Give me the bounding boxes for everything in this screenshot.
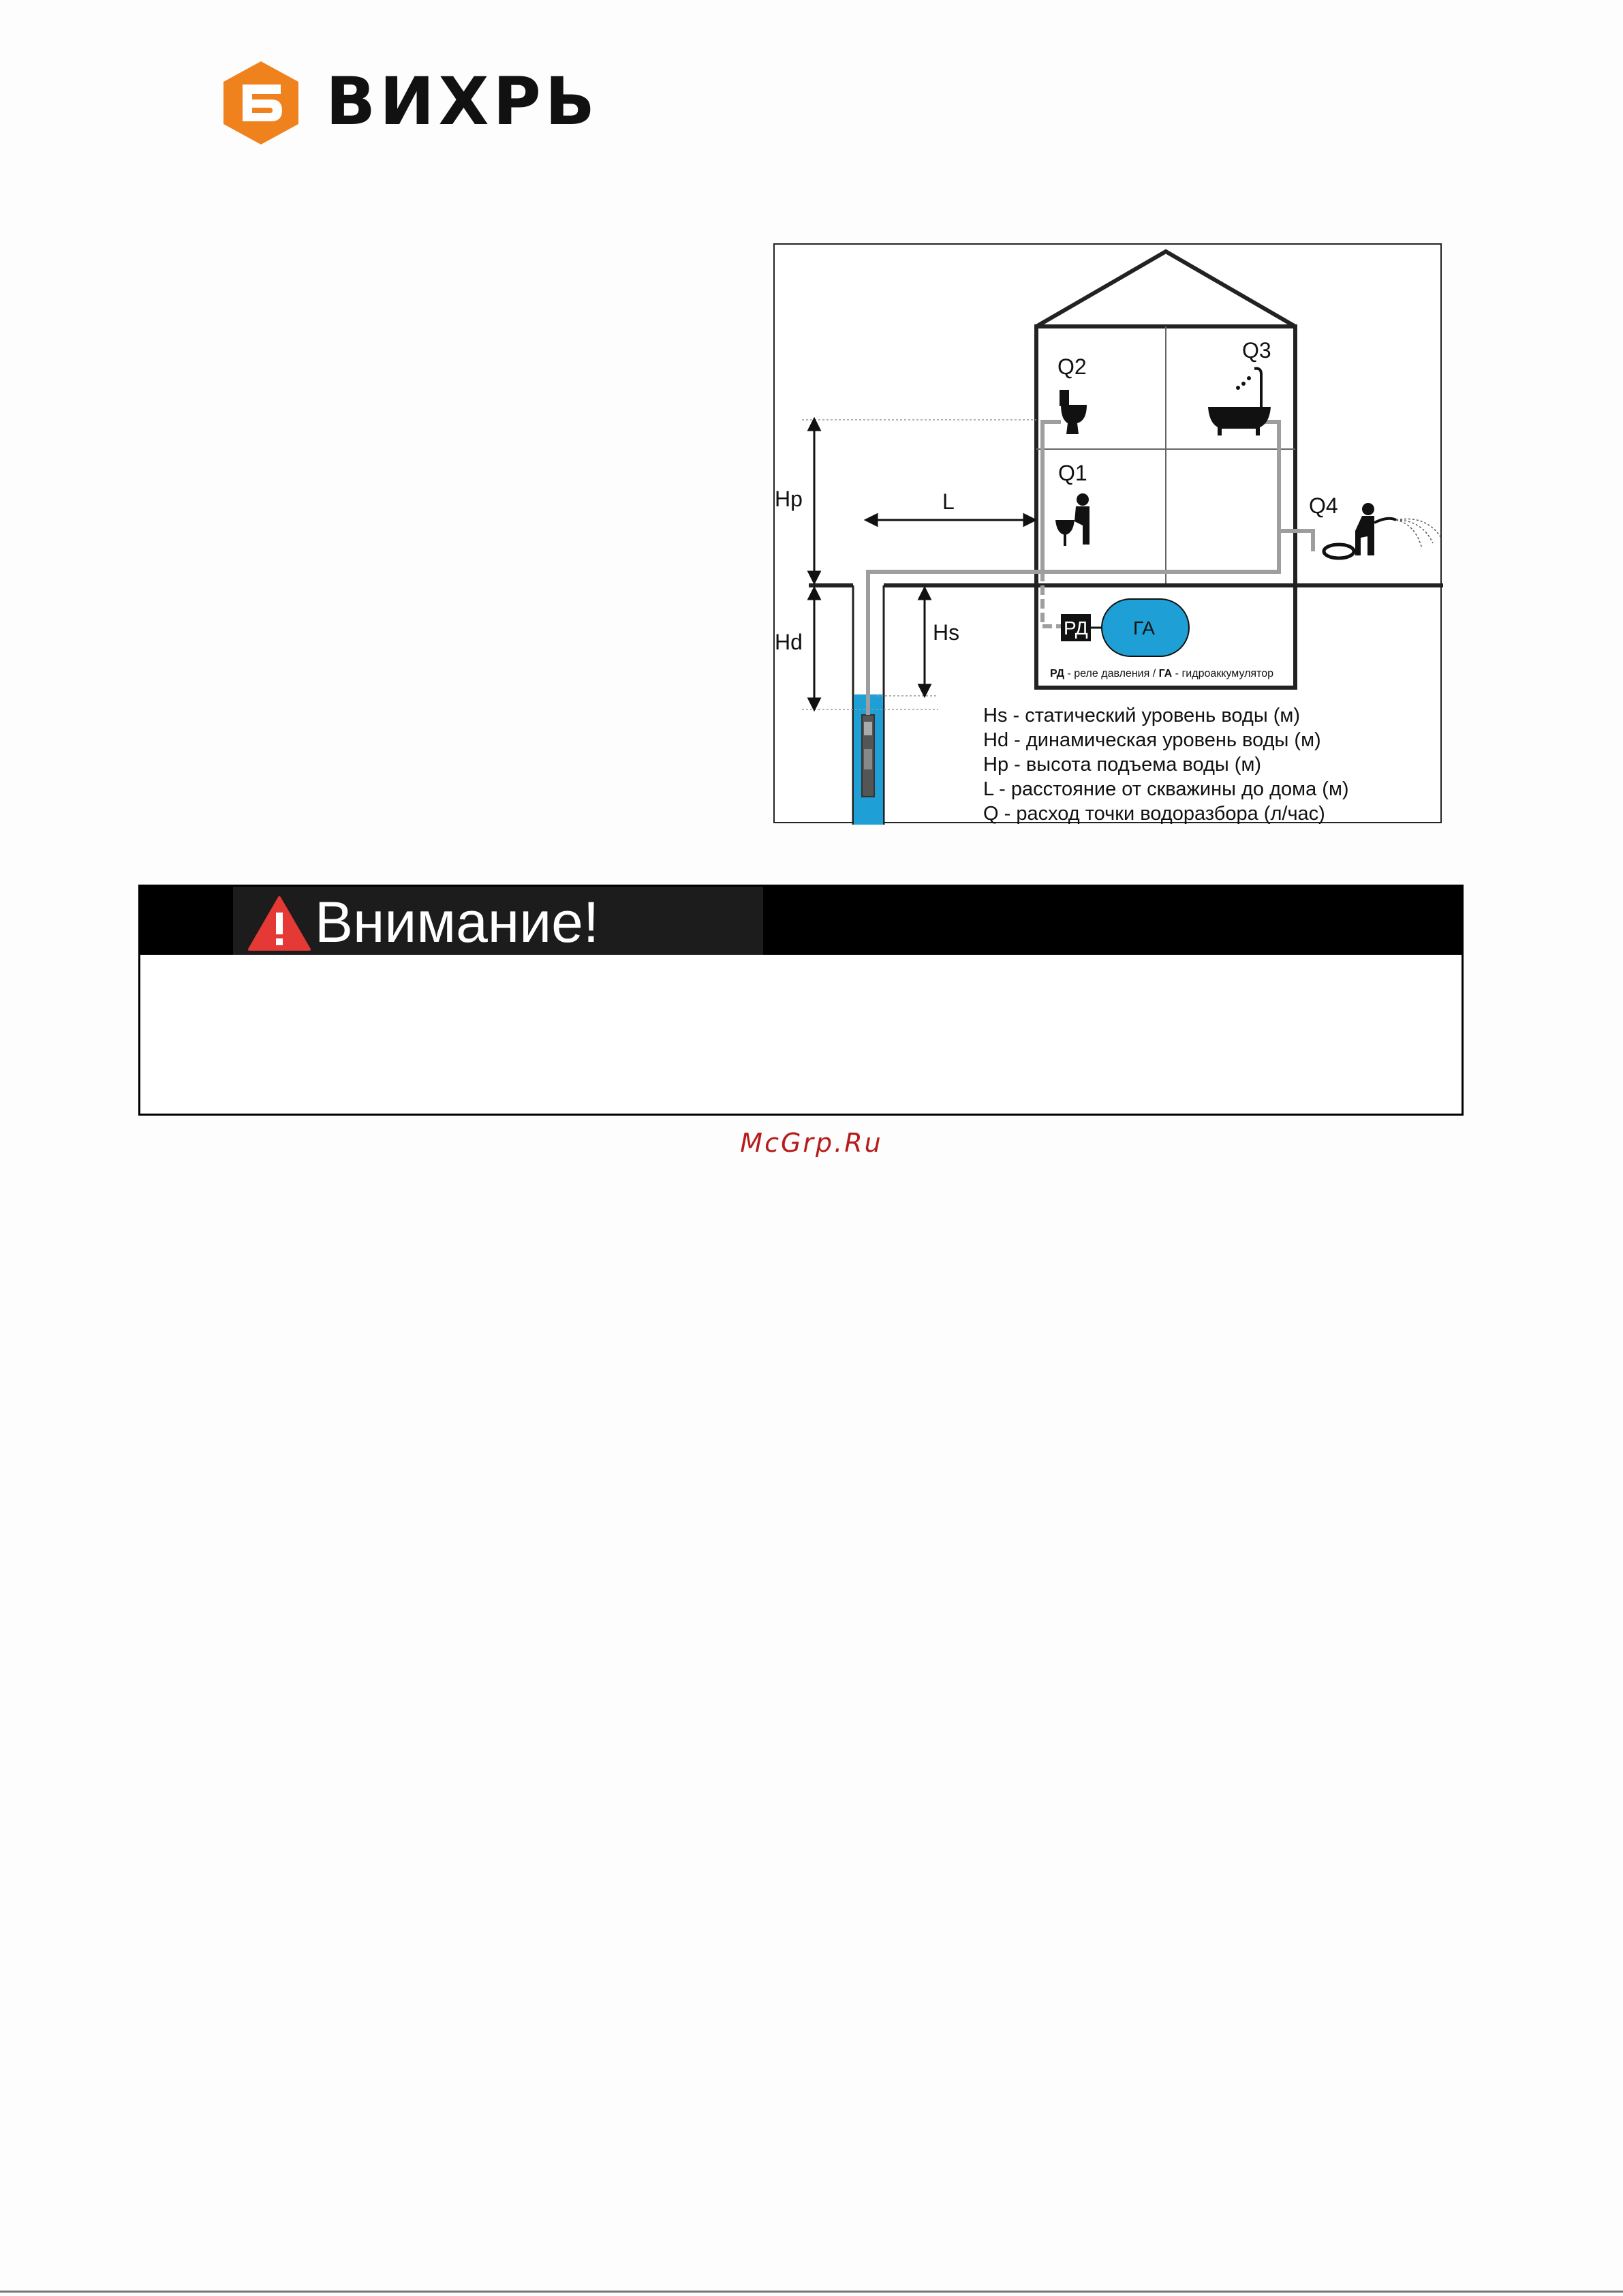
label-hp: Hp xyxy=(775,487,803,511)
warning-triangle-icon xyxy=(248,896,311,951)
caption-sep1: - реле давления / xyxy=(1064,668,1159,679)
pump-detail-1 xyxy=(864,722,872,735)
water-pipe-rd xyxy=(1042,572,1061,626)
toilet-icon xyxy=(1060,390,1087,434)
bottom-rule xyxy=(0,2291,1623,2293)
pump-detail-2 xyxy=(864,749,872,769)
bathtub-icon xyxy=(1208,369,1271,435)
label-l: L xyxy=(942,489,955,514)
legend-line: Q - расход точки водоразбора (л/час) xyxy=(983,803,1325,825)
brand-wordmark: ВИХРЬ xyxy=(326,63,600,140)
house-roof xyxy=(1036,251,1295,326)
caption-rd: РД xyxy=(1050,668,1065,679)
label-q2: Q2 xyxy=(1057,354,1087,379)
diagram-canvas xyxy=(775,245,1443,825)
caption-sep2: - гидроаккумулятор xyxy=(1172,668,1274,679)
legend-line: L - расстояние от скважины до дома (м) xyxy=(983,778,1349,800)
label-q1: Q1 xyxy=(1058,461,1087,485)
rd-ga-caption xyxy=(1050,668,1273,679)
well-installation-diagram xyxy=(773,243,1442,823)
water-pipe-q2 xyxy=(1042,422,1061,572)
legend-line: Hs - статический уровень воды (м) xyxy=(983,705,1300,726)
legend-line: Hd - динамическая уровень воды (м) xyxy=(983,729,1321,751)
warning-title: Внимание! xyxy=(315,890,600,954)
label-rd: РД xyxy=(1064,617,1088,639)
label-hs: Hs xyxy=(933,620,960,645)
label-ga: ГА xyxy=(1133,617,1155,639)
garden-hose-person-icon xyxy=(1324,503,1441,558)
washbasin-person-icon xyxy=(1055,493,1089,546)
brand-logo xyxy=(217,59,600,147)
warning-box xyxy=(138,885,1464,1116)
watermark: McGrp.Ru xyxy=(740,1128,883,1158)
label-hd: Hd xyxy=(775,630,803,654)
label-q3: Q3 xyxy=(1242,338,1271,363)
logo-hexagon-icon xyxy=(217,59,305,147)
label-q4: Q4 xyxy=(1309,493,1338,518)
caption-ga: ГА xyxy=(1158,668,1173,679)
dimension-arrows xyxy=(809,419,1035,709)
legend-line: Hp - высота подъема воды (м) xyxy=(983,754,1262,776)
